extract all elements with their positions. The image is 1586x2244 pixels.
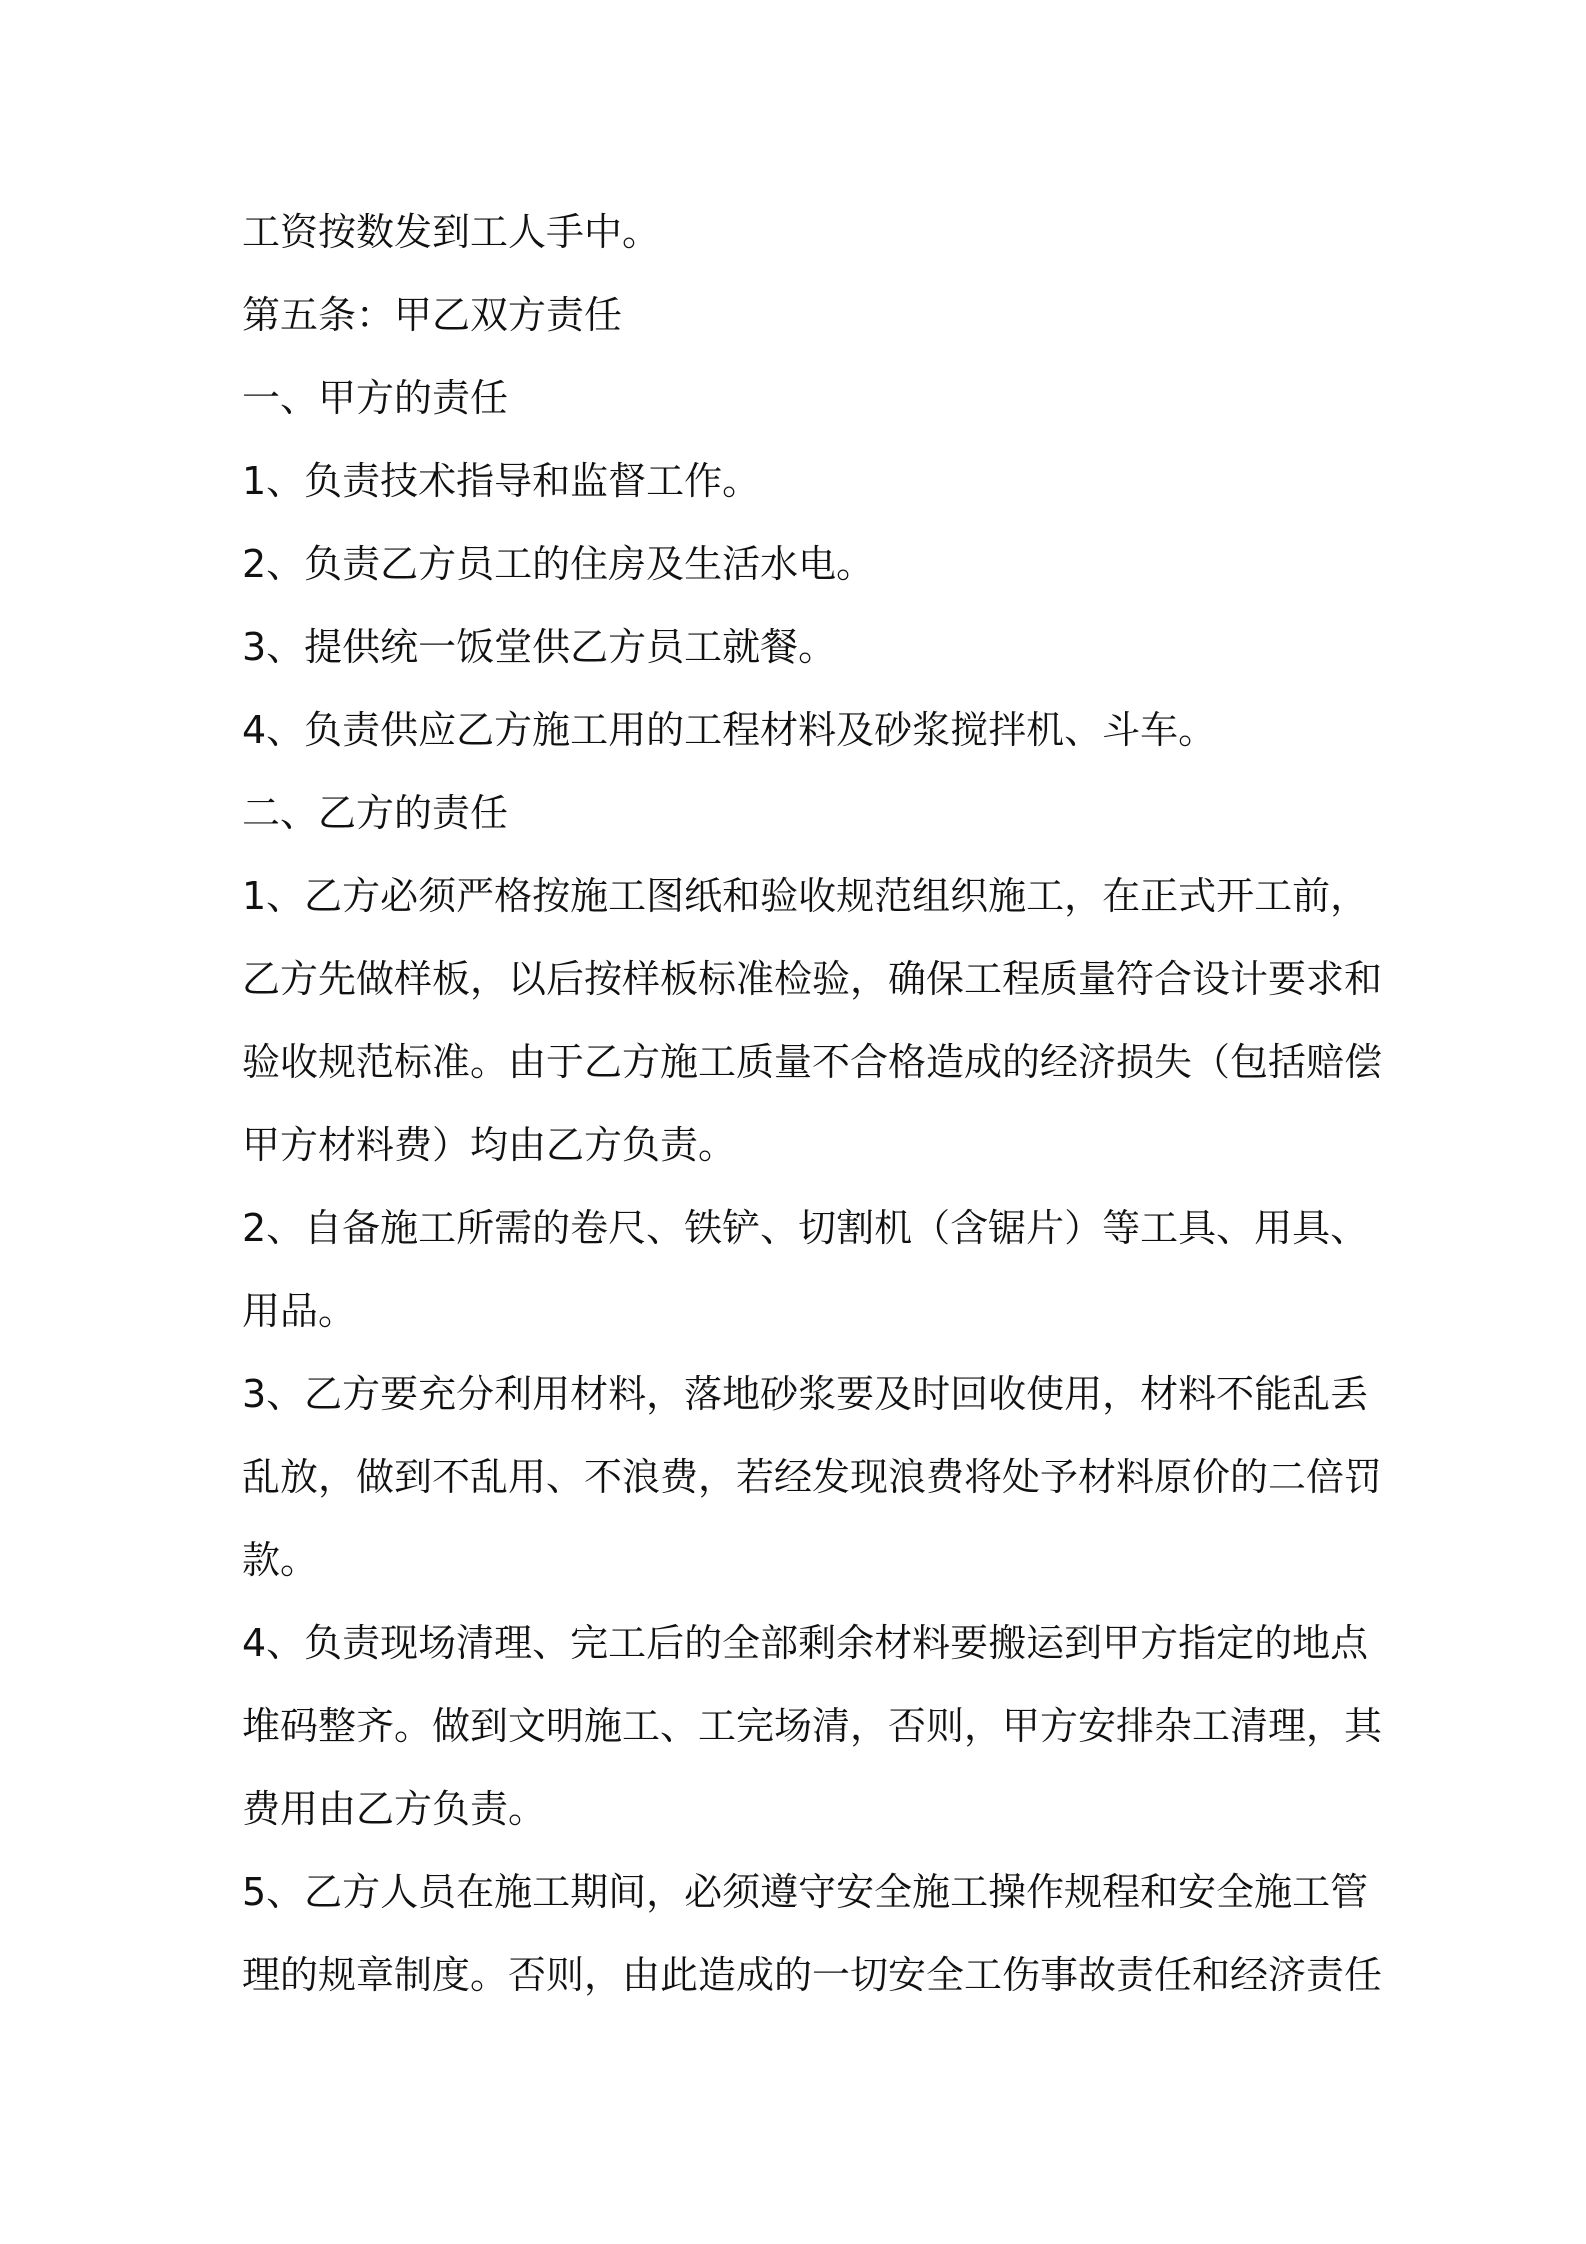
list-item-line: 4、负责现场清理、完工后的全部剩余材料要搬运到甲方指定的地点	[242, 1621, 1369, 1665]
list-item-line: 验收规范标准。由于乙方施工质量不合格造成的经济损失（包括赔偿	[242, 1040, 1383, 1084]
list-item-line: 堆码整齐。做到文明施工、工完场清，否则，甲方安排杂工清理，其	[242, 1704, 1383, 1748]
list-item-line: 1、乙方必须严格按施工图纸和验收规范组织施工，在正式开工前，	[242, 874, 1369, 918]
list-item-line: 款。	[242, 1538, 319, 1582]
list-item-line: 理的规章制度。否则，由此造成的一切安全工伤事故责任和经济责任	[242, 1953, 1383, 1997]
list-item-line: 3、乙方要充分利用材料，落地砂浆要及时回收使用，材料不能乱丢	[242, 1372, 1369, 1416]
list-item-line: 用品。	[242, 1289, 357, 1333]
section-heading: 第五条：甲乙双方责任	[242, 293, 623, 337]
subsection-heading: 一、甲方的责任	[242, 376, 509, 420]
list-item: 3、提供统一饭堂供乙方员工就餐。	[242, 625, 837, 669]
text-line: 工资按数发到工人手中。	[242, 210, 661, 254]
list-item-line: 5、乙方人员在施工期间，必须遵守安全施工操作规程和安全施工管	[242, 1870, 1369, 1914]
list-item-line: 费用由乙方负责。	[242, 1787, 547, 1831]
list-item-line: 乙方先做样板，以后按样板标准检验，确保工程质量符合设计要求和	[242, 957, 1383, 1001]
list-item-line: 2、自备施工所需的卷尺、铁铲、切割机（含锯片）等工具、用具、	[242, 1206, 1369, 1250]
list-item: 2、负责乙方员工的住房及生活水电。	[242, 542, 875, 586]
list-item: 1、负责技术指导和监督工作。	[242, 459, 761, 503]
list-item: 4、负责供应乙方施工用的工程材料及砂浆搅拌机、斗车。	[242, 708, 1217, 752]
subsection-heading: 二、乙方的责任	[242, 791, 509, 835]
list-item-line: 甲方材料费）均由乙方负责。	[242, 1123, 737, 1167]
list-item-line: 乱放，做到不乱用、不浪费，若经发现浪费将处予材料原价的二倍罚	[242, 1455, 1383, 1499]
